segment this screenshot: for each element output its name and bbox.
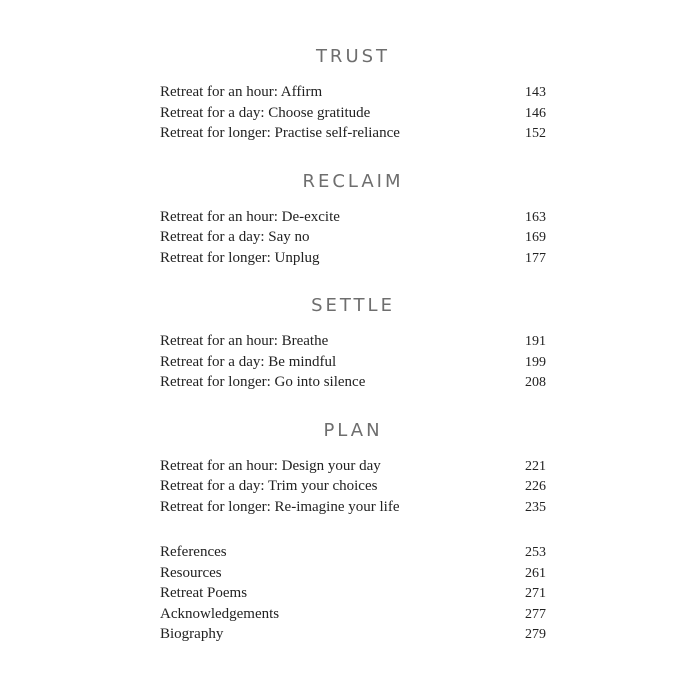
section-title: TRUST [315,46,391,67]
entry-page-number: 191 [525,334,546,349]
entry-label: Resources [160,564,222,581]
entry-page-number: 163 [525,209,546,225]
toc-entry-biography[interactable] [160,624,546,645]
section-trust [160,44,546,144]
entry-label: Retreat for an hour: Affirm [160,84,323,100]
entry-page-number: 261 [525,565,546,581]
entry-label: Retreat for a day: Be mindful [160,353,337,370]
toc-entry[interactable] [160,476,546,497]
table-of-contents [160,44,546,645]
toc-entry-acknowledgements[interactable] [160,604,546,625]
entry-label: Retreat for a day: Say no [160,229,310,245]
toc-entry[interactable] [160,248,546,269]
section-settle [160,293,546,393]
entry-page-number: 226 [525,479,546,494]
entry-label: Retreat for an hour: Design your day [160,457,381,474]
toc-entry[interactable] [160,123,546,144]
entry-label: Retreat Poems [160,585,248,601]
backmatter-list [160,542,546,645]
toc-entry[interactable] [160,372,546,393]
entry-page-number: 177 [525,250,546,266]
entry-label: Acknowledgements [160,605,280,622]
section-reclaim [160,169,546,269]
entry-page-number: 143 [525,85,546,100]
entry-page-number: 271 [525,586,546,601]
entry-label: Retreat for longer: Go into silence [160,374,366,390]
entry-label: Retreat for an hour: Breathe [160,333,329,349]
entry-page-number: 146 [525,105,546,121]
entry-page-number: 277 [525,606,546,622]
toc-entry[interactable] [160,207,546,228]
toc-entry[interactable] [160,352,546,373]
entry-label: Retreat for longer: Re-imagine your life [160,498,400,515]
toc-entry[interactable] [160,227,546,248]
section-plan [160,418,546,518]
entry-page-number: 279 [525,627,546,642]
toc-entry-references[interactable] [160,542,546,563]
entry-label: Retreat for longer: Practise self-reliance [160,125,400,141]
section-title: SETTLE [311,295,395,316]
toc-entry-resources[interactable] [160,563,546,584]
entry-page-number: 253 [525,545,546,560]
toc-entry[interactable] [160,331,546,352]
toc-entry[interactable] [160,103,546,124]
toc-entry[interactable] [160,456,546,477]
section-title: PLAN [323,419,383,441]
toc-entry-retreat-poems[interactable] [160,583,546,604]
section-title: RECLAIM [302,170,404,192]
entry-label: Retreat for a day: Choose gratitude [160,104,371,121]
entry-page-number: 235 [525,499,546,515]
entry-label: Biography [160,626,224,642]
entry-label: References [160,544,227,560]
entry-label: Retreat for longer: Unplug [160,249,320,266]
entry-label: Retreat for a day: Trim your choices [160,478,378,494]
entry-label: Retreat for an hour: De-excite [160,208,340,225]
toc-entry[interactable] [160,82,546,103]
entry-page-number: 152 [525,126,546,141]
entry-page-number: 169 [525,230,546,245]
entry-page-number: 221 [525,458,546,474]
toc-entry[interactable] [160,497,546,518]
entry-page-number: 199 [525,354,546,370]
entry-page-number: 208 [525,375,546,390]
